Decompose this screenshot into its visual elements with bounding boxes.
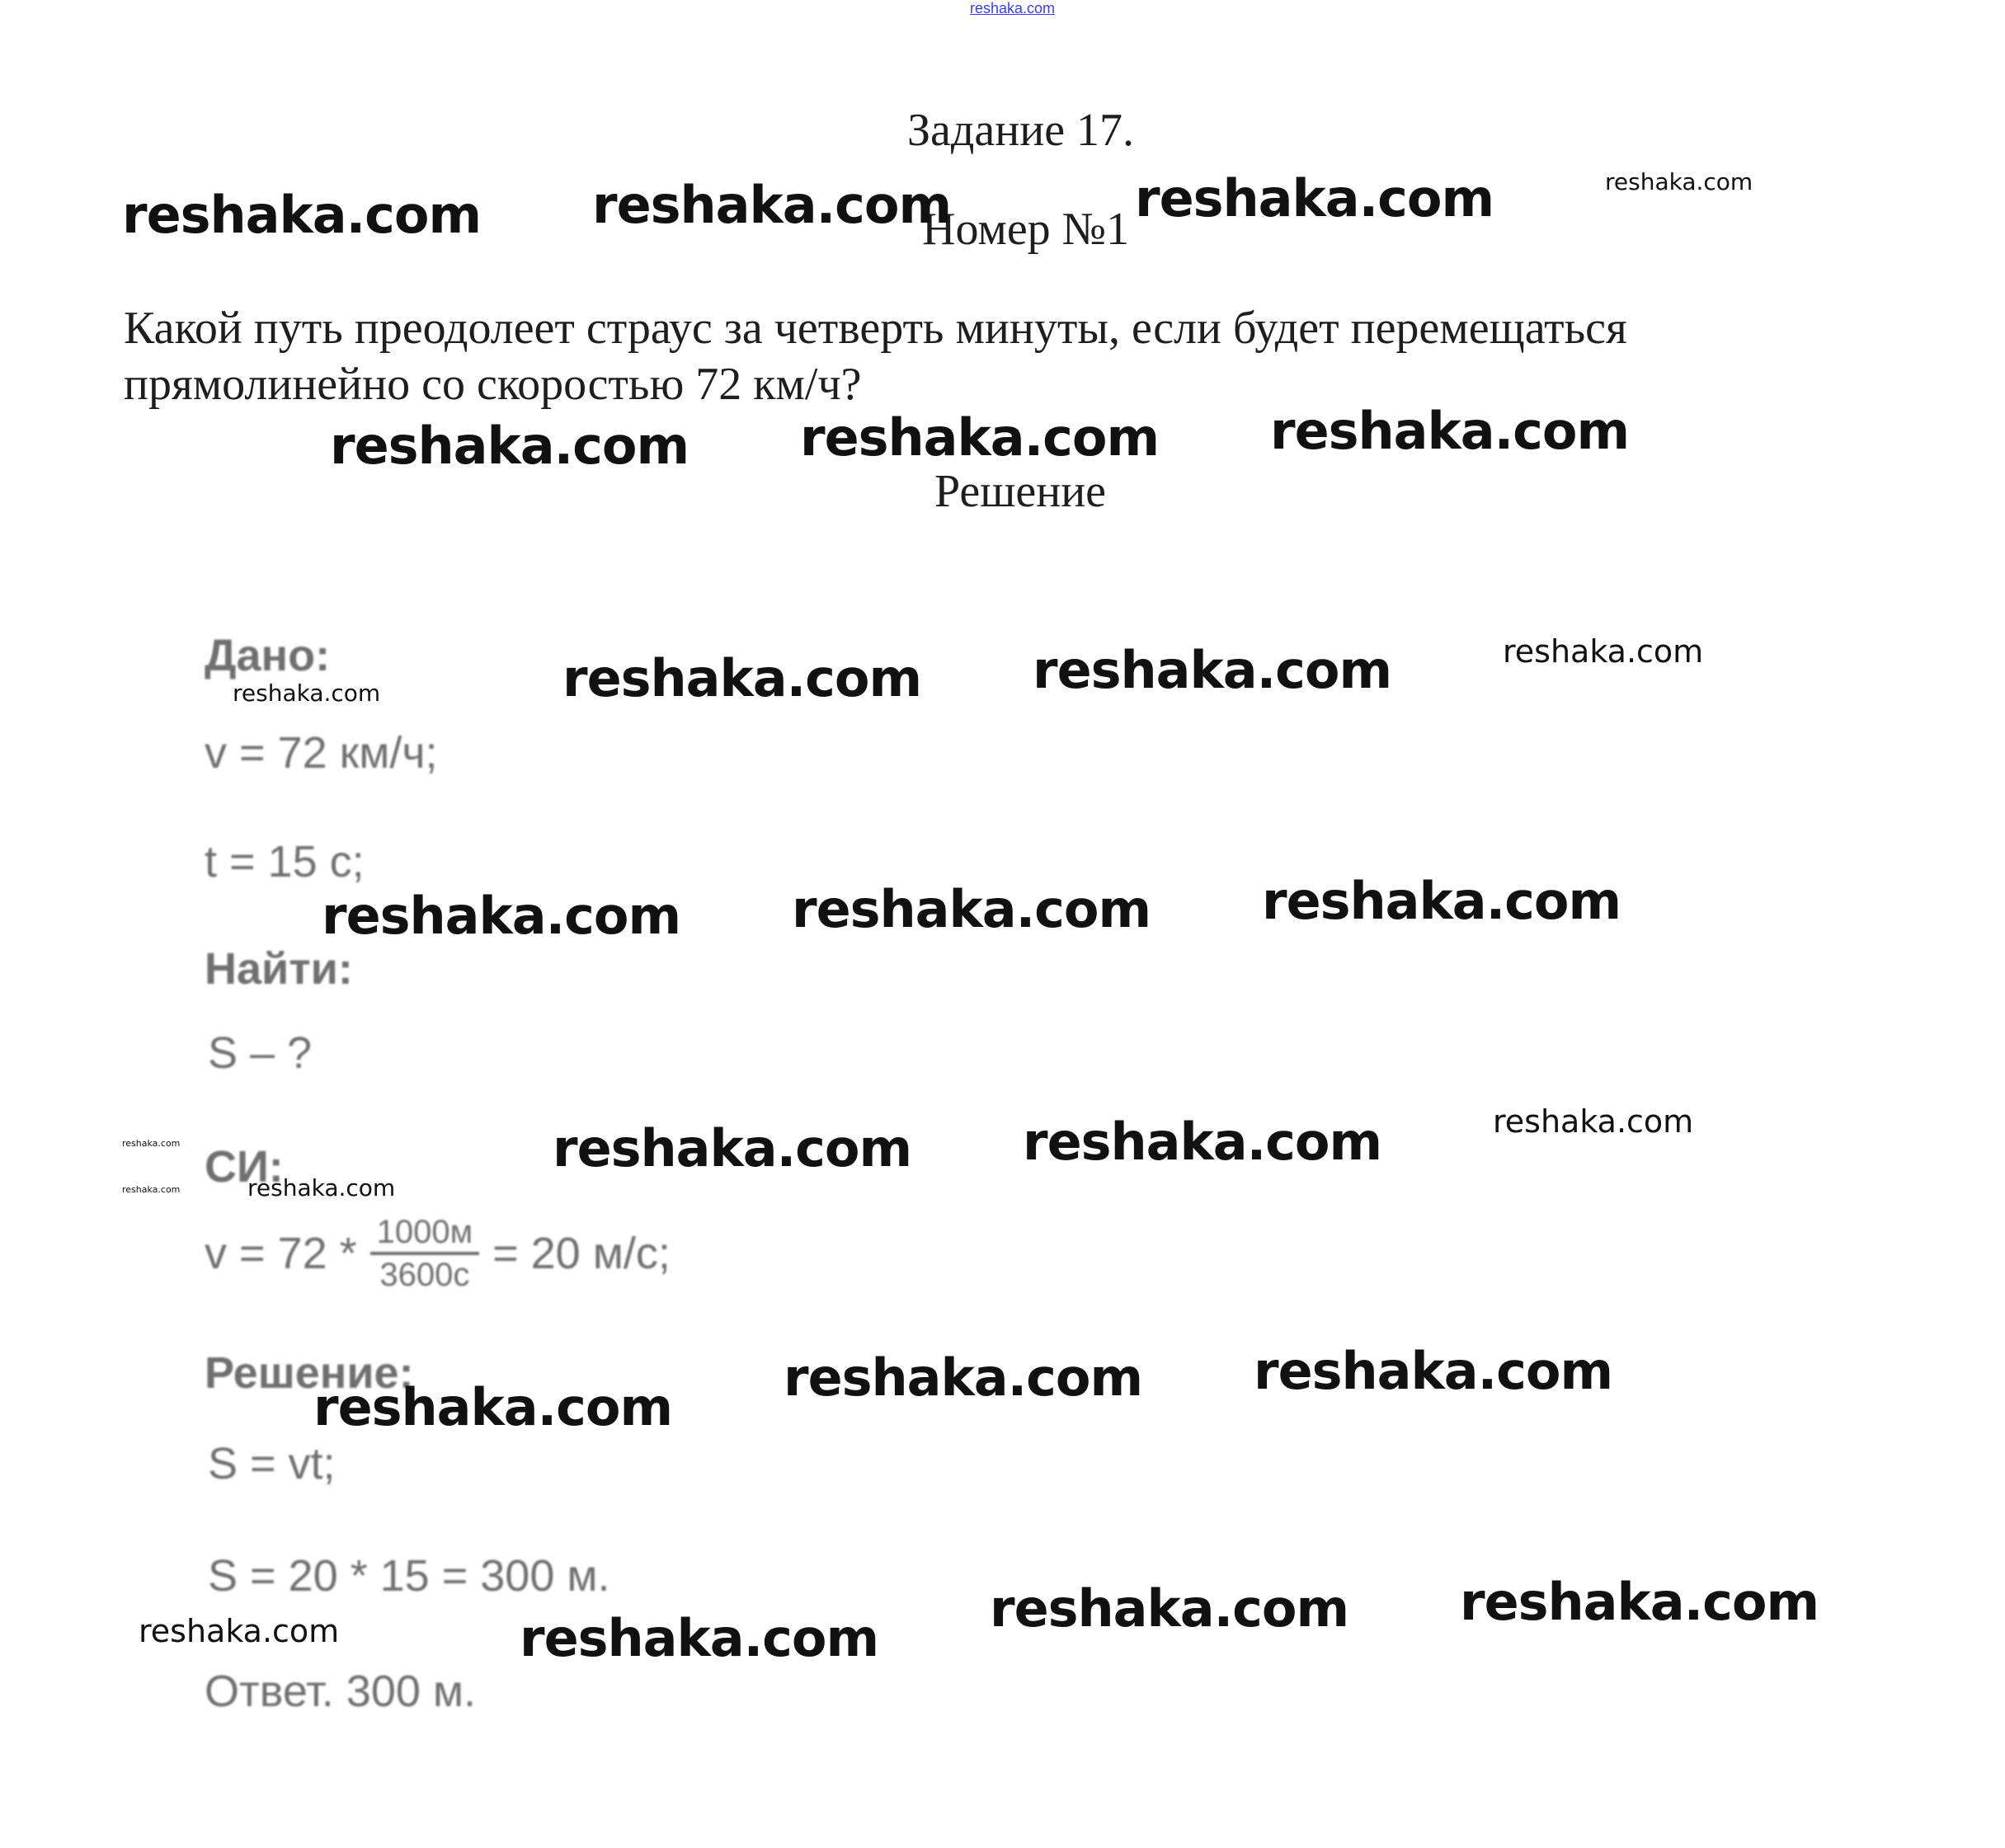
watermark: reshaka.com (784, 1347, 1143, 1408)
si-fraction-numerator: 1000м (370, 1212, 479, 1255)
calculation: S = 20 * 15 = 300 м. (208, 1551, 610, 1601)
watermark: reshaka.com (313, 1377, 673, 1437)
watermark: reshaka.com (1605, 168, 1753, 195)
answer: Ответ. 300 м. (205, 1667, 477, 1716)
watermark: reshaka.com (1262, 871, 1621, 931)
watermark: reshaka.com (553, 1118, 912, 1178)
task-title: Задание 17. (907, 105, 1135, 156)
si-conversion (205, 1212, 671, 1295)
given-time: t = 15 с; (205, 837, 365, 886)
solution-heading: Решение (934, 466, 1107, 517)
si-fraction (370, 1212, 479, 1295)
watermark: reshaka.com (247, 1174, 396, 1201)
find-label: Найти: (205, 944, 353, 994)
watermark: reshaka.com (233, 679, 381, 707)
watermark: reshaka.com (322, 886, 681, 946)
watermark: reshaka.com (122, 185, 482, 245)
watermark: reshaka.com (1493, 1103, 1694, 1140)
watermark: reshaka.com (800, 407, 1160, 468)
find-distance: S – ? (208, 1028, 313, 1078)
watermark: reshaka.com (122, 1138, 181, 1149)
si-conversion-prefix: v = 72 * (205, 1229, 357, 1278)
watermark: reshaka.com (792, 879, 1151, 939)
question-line-2: прямолинейно со скоростью 72 км/ч? (124, 359, 862, 410)
watermark: reshaka.com (1033, 640, 1392, 700)
watermark: reshaka.com (330, 416, 690, 476)
watermark: reshaka.com (592, 175, 952, 235)
watermark: reshaka.com (1023, 1112, 1382, 1172)
watermark: reshaka.com (139, 1613, 340, 1649)
si-conversion-suffix: = 20 м/с; (492, 1229, 671, 1278)
watermark: reshaka.com (1460, 1572, 1819, 1632)
watermark: reshaka.com (1135, 168, 1494, 228)
si-fraction-denominator: 3600с (379, 1257, 470, 1293)
watermark: reshaka.com (122, 1184, 181, 1195)
watermark: reshaka.com (990, 1578, 1349, 1639)
source-link[interactable]: reshaka.com (970, 0, 1056, 16)
solve-label: Решение: (205, 1348, 414, 1398)
given-velocity: v = 72 км/ч; (205, 728, 438, 778)
given-label: Дано: (205, 631, 331, 680)
formula: S = vt; (208, 1439, 336, 1488)
watermark: reshaka.com (562, 648, 922, 708)
watermark: reshaka.com (1270, 401, 1630, 461)
si-label: СИ: (205, 1142, 284, 1192)
watermark: reshaka.com (1503, 633, 1704, 670)
watermark: reshaka.com (520, 1608, 879, 1668)
watermark: reshaka.com (1254, 1341, 1613, 1401)
question-line-1: Какой путь преодолеет страус за четверть минуты, если будет перемещаться (124, 303, 1627, 354)
task-number: Номер №1 (922, 204, 1130, 255)
